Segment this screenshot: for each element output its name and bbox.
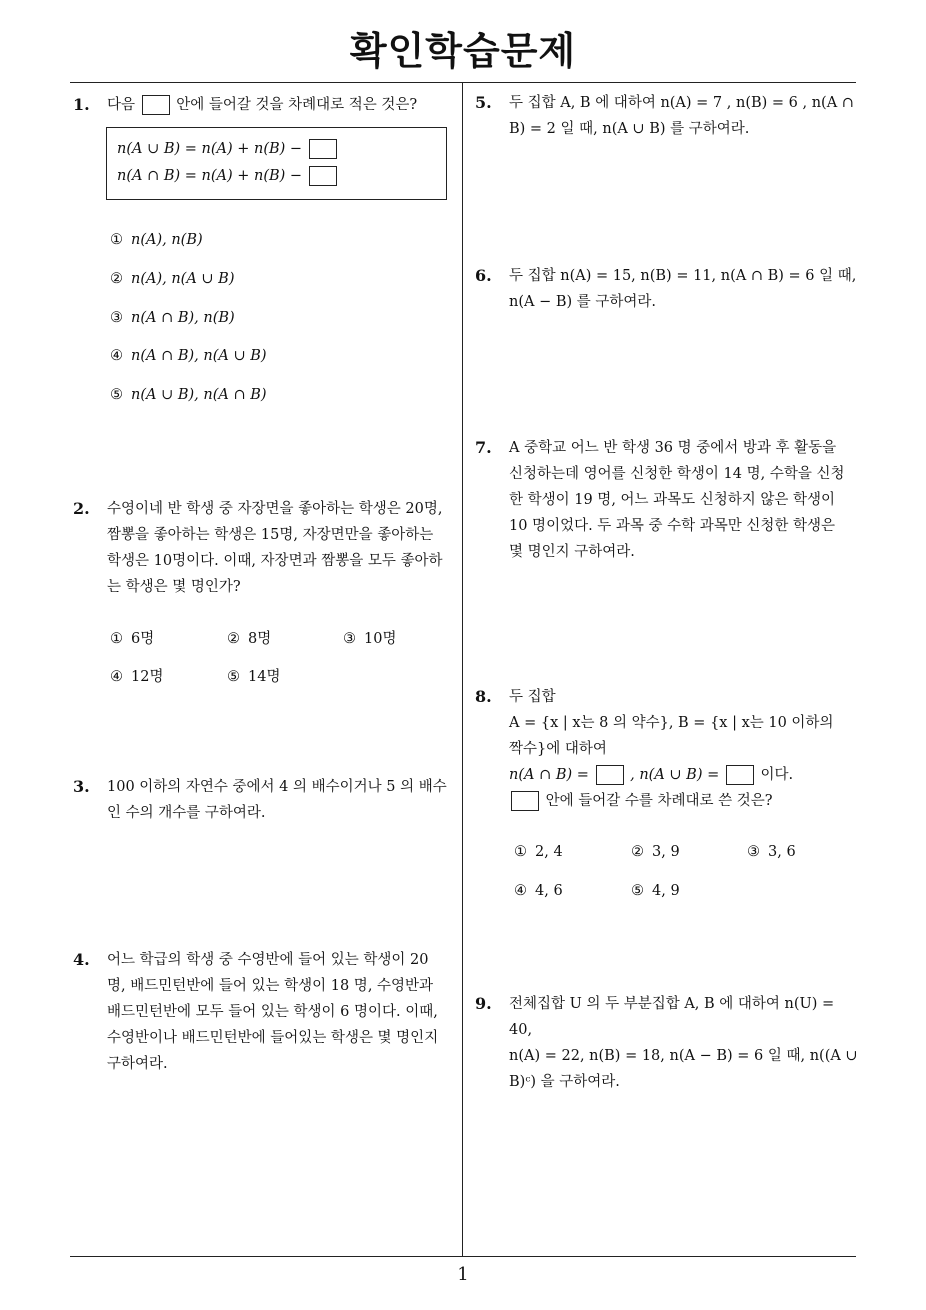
choice-3[interactable]: ③ 3, 6 xyxy=(747,844,796,860)
question-line: A = {x | x는 8 의 약수}, B = {x | x는 10 이하의 xyxy=(509,715,834,731)
choice-1[interactable]: ① 2, 4 xyxy=(514,844,563,860)
question-text: 다음 안에 들어갈 것을 차례대로 적은 것은? xyxy=(107,97,418,113)
choice-1[interactable]: ① n(A), n(B) xyxy=(110,232,203,248)
answer-blank xyxy=(726,765,754,785)
question-line: 10 명이었다. 두 과목 중 수학 과목만 신청한 학생은 xyxy=(509,518,836,534)
column-divider xyxy=(462,82,463,1256)
bottom-rule xyxy=(70,1256,856,1257)
question-line: 몇 명인지 구하여라. xyxy=(509,544,635,560)
question-line: n(A ∩ B) = , n(A ∪ B) = 이다. xyxy=(509,767,794,783)
answer-blank xyxy=(309,139,337,159)
question-line: 학생은 10명이다. 이때, 자장면과 짬뽕을 모두 좋아하 xyxy=(107,553,443,569)
page-number: 1 xyxy=(457,1264,469,1285)
question-line: 전체집합 U 의 두 부분집합 A, B 에 대하여 n(U) = xyxy=(509,996,835,1012)
question-line: n(A − B) 를 구하여라. xyxy=(509,294,657,310)
question-line: 수영이네 반 학생 중 자장면을 좋아하는 학생은 20명, xyxy=(107,501,443,517)
question-line: 두 집합 A, B 에 대하여 n(A) = 7 , n(B) = 6 , n(A ∩ xyxy=(509,95,854,111)
question-line: 인 수의 개수를 구하여라. xyxy=(107,805,266,821)
choice-3[interactable]: ③ n(A ∩ B), n(B) xyxy=(110,310,235,326)
choice-4[interactable]: ④ 4, 6 xyxy=(514,883,563,899)
question-number: 4. xyxy=(73,950,90,969)
question-number: 3. xyxy=(73,777,90,796)
choice-5[interactable]: ⑤ 14명 xyxy=(227,669,281,685)
question-line: 수영반이나 배드민턴반에 들어있는 학생은 몇 명인지 xyxy=(107,1030,439,1046)
question-line: 어느 학급의 학생 중 수영반에 들어 있는 학생이 20 xyxy=(107,952,429,968)
question-line: 안에 들어갈 수를 차례대로 쓴 것은? xyxy=(509,788,859,814)
question-line: 100 이하의 자연수 중에서 4 의 배수이거나 5 의 배수 xyxy=(107,779,447,795)
question-number: 7. xyxy=(475,438,492,457)
answer-blank xyxy=(309,166,337,186)
choice-2[interactable]: ② n(A), n(A ∪ B) xyxy=(110,271,235,287)
choice-2[interactable]: ② 3, 9 xyxy=(631,844,680,860)
formula-line: n(A ∪ B) = n(A) + n(B) − xyxy=(117,139,339,159)
choice-5[interactable]: ⑤ n(A ∪ B), n(A ∩ B) xyxy=(110,387,267,403)
answer-blank xyxy=(596,765,624,785)
question-8 xyxy=(475,684,859,814)
choice-1[interactable]: ① 6명 xyxy=(110,631,155,647)
question-6 xyxy=(475,263,859,315)
question-line: 는 학생은 몇 명인가? xyxy=(107,579,241,595)
question-line: 두 집합 xyxy=(509,689,556,705)
question-line: 신청하는데 영어를 신청한 학생이 14 명, 수학을 신청 xyxy=(509,466,845,482)
question-1 xyxy=(73,92,452,118)
choice-3[interactable]: ③ 10명 xyxy=(343,631,397,647)
formula-box xyxy=(106,127,447,200)
question-line: 두 집합 n(A) = 15, n(B) = 11, n(A ∩ B) = 6 일 때, xyxy=(509,268,857,284)
question-number: 5. xyxy=(475,93,492,112)
question-number: 1. xyxy=(73,95,90,114)
question-number: 8. xyxy=(475,687,492,706)
question-3 xyxy=(73,774,452,826)
question-line: B)ᶜ) 을 구하여라. xyxy=(509,1074,620,1090)
question-2 xyxy=(73,496,452,600)
question-line: n(A) = 22, n(B) = 18, n(A − B) = 6 일 때, n((A ∪ xyxy=(509,1048,858,1064)
question-line: 40, xyxy=(509,1022,533,1038)
question-5 xyxy=(475,90,859,142)
question-number: 2. xyxy=(73,499,90,518)
answer-blank xyxy=(511,791,539,811)
question-line: 짬뽕을 좋아하는 학생은 15명, 자장면만을 좋아하는 xyxy=(107,527,434,543)
question-number: 6. xyxy=(475,266,492,285)
question-7 xyxy=(475,435,859,565)
question-line: B) = 2 일 때, n(A ∪ B) 를 구하여라. xyxy=(509,121,750,137)
formula-line: n(A ∩ B) = n(A) + n(B) − xyxy=(117,166,339,186)
question-line: 구하여라. xyxy=(107,1056,168,1072)
question-line: 한 학생이 19 명, 어느 과목도 신청하지 않은 학생이 xyxy=(509,492,836,508)
question-line: 배드민턴반에 모두 들어 있는 학생이 6 명이다. 이때, xyxy=(107,1004,438,1020)
answer-blank xyxy=(142,95,170,115)
question-line: 짝수}에 대하여 xyxy=(509,741,607,757)
choice-5[interactable]: ⑤ 4, 9 xyxy=(631,883,680,899)
page-title: 확인학습문제 xyxy=(349,29,577,73)
question-line: 명, 배드민턴반에 들어 있는 학생이 18 명, 수영반과 xyxy=(107,978,434,994)
question-4 xyxy=(73,947,452,1077)
question-number: 9. xyxy=(475,994,492,1013)
choice-2[interactable]: ② 8명 xyxy=(227,631,272,647)
top-rule xyxy=(70,82,856,83)
question-9 xyxy=(475,991,859,1095)
choice-4[interactable]: ④ 12명 xyxy=(110,669,164,685)
choice-4[interactable]: ④ n(A ∩ B), n(A ∪ B) xyxy=(110,348,267,364)
question-line: A 중학교 어느 반 학생 36 명 중에서 방과 후 활동을 xyxy=(509,440,837,456)
